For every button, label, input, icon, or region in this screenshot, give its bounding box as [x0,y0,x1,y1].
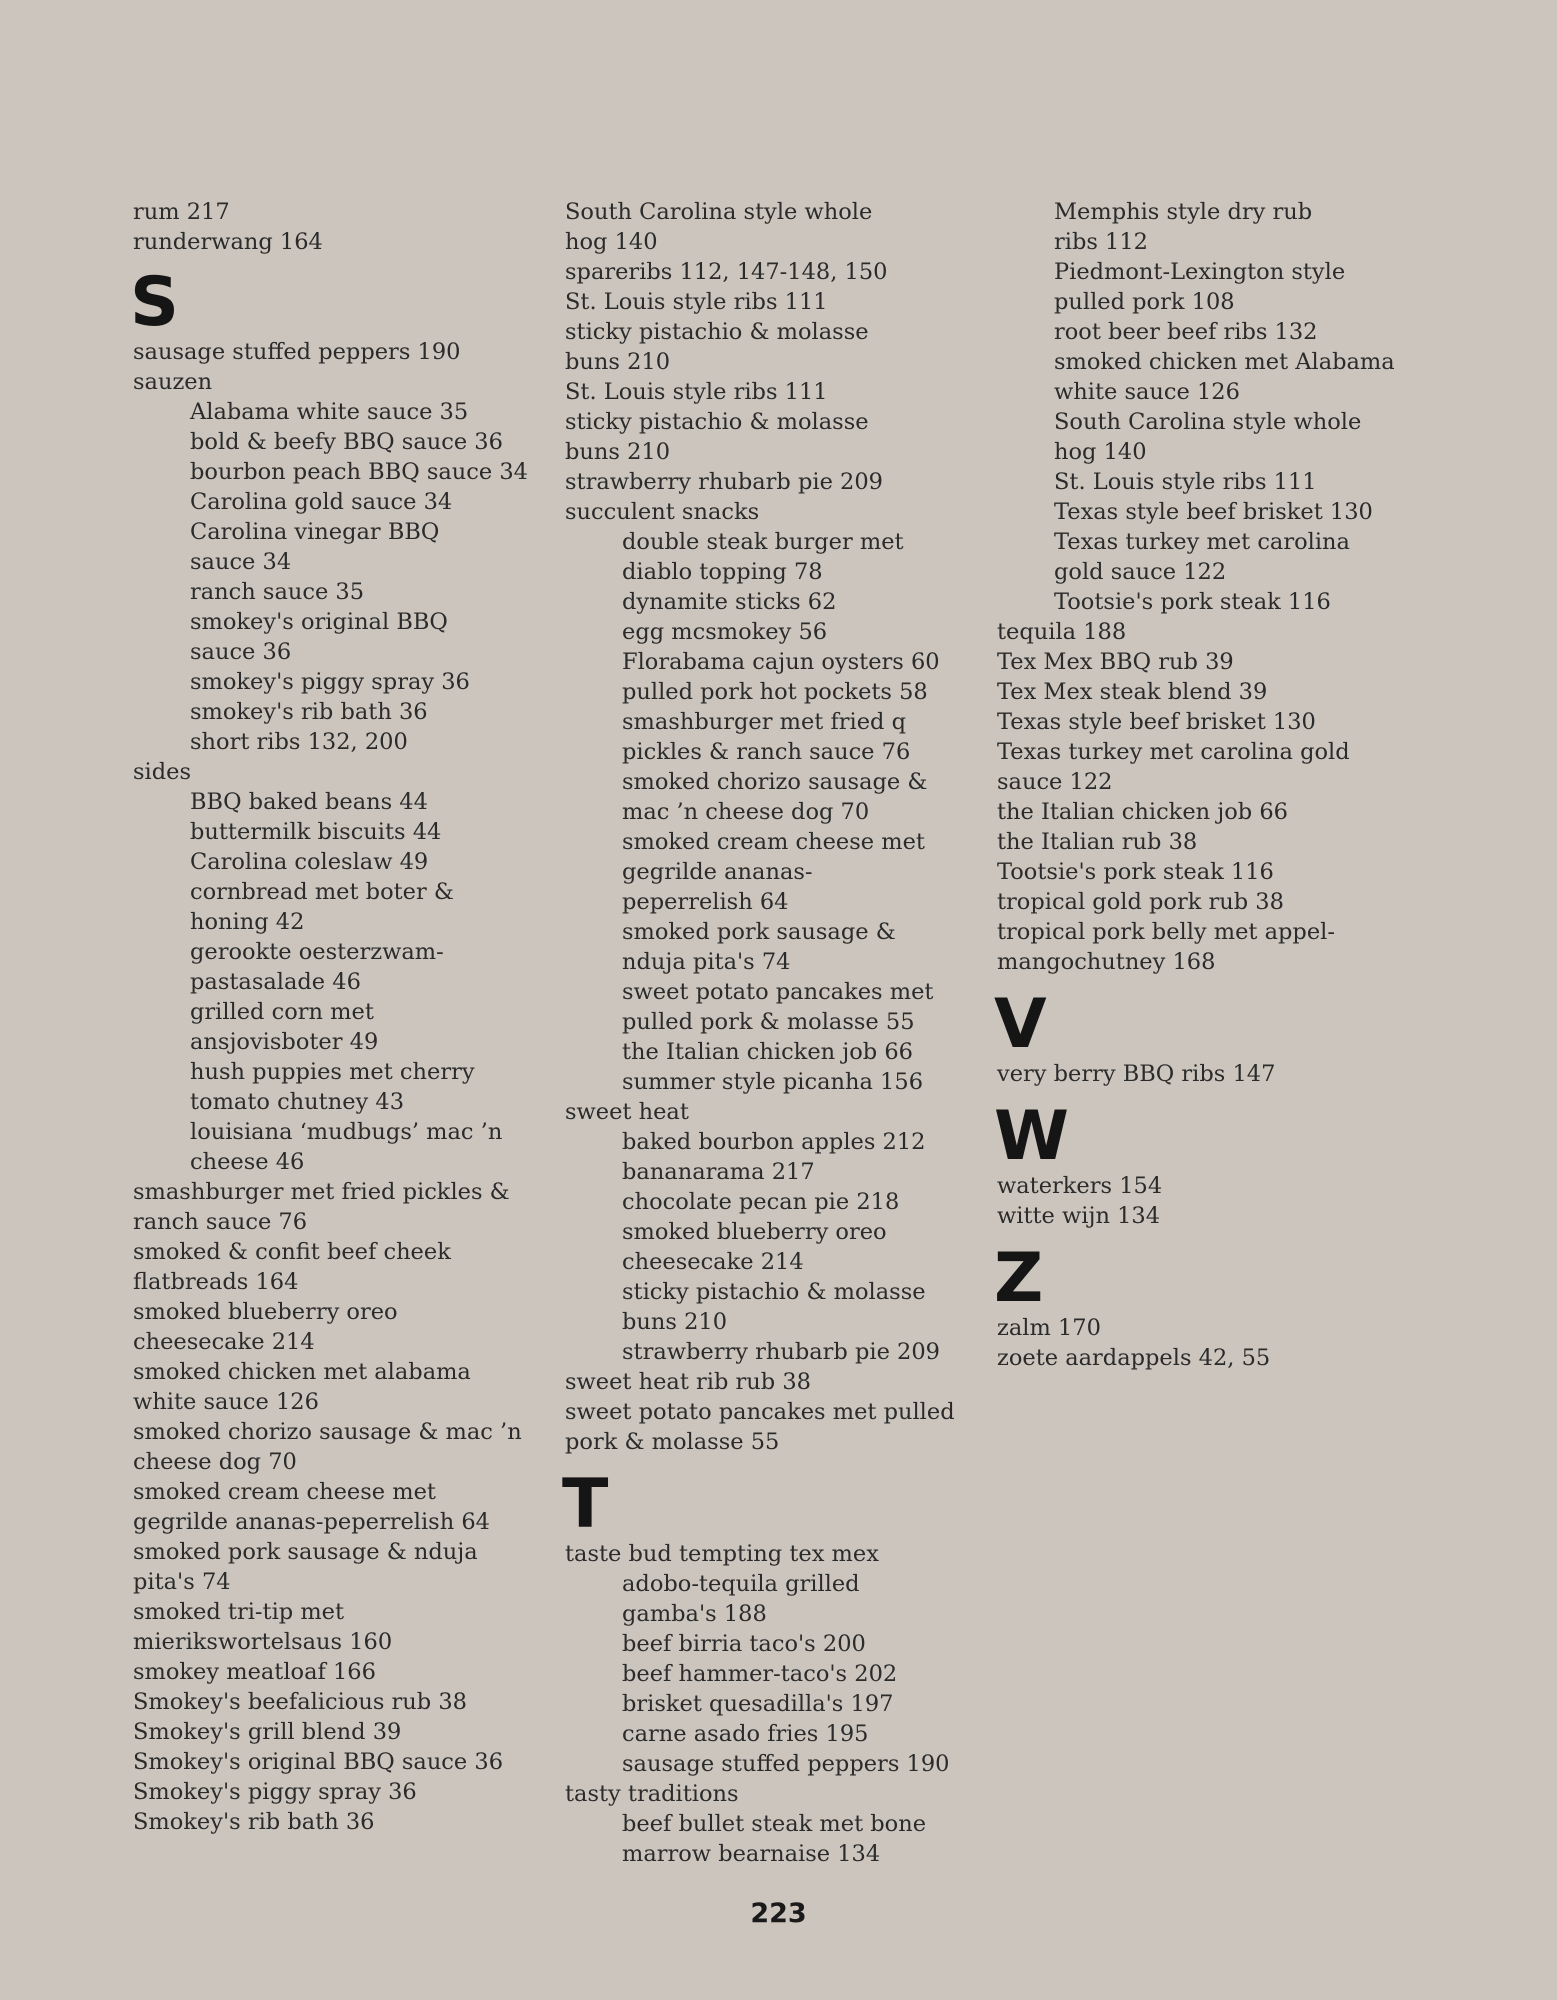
index-entry: sauzen [133,369,213,395]
index-entry: the Italian chicken job 66 [997,799,1288,825]
index-entry: very berry BBQ ribs 147 [997,1061,1276,1087]
index-subentry: smoked chicken met Alabama [1054,349,1395,375]
index-entry: the Italian rub 38 [997,829,1198,855]
index-subentry: buns 210 [622,1309,728,1335]
index-subentry: smokey's original BBQ [190,609,448,635]
index-subentry: Carolina coleslaw 49 [190,849,429,875]
index-entry: sides [133,759,192,785]
index-entry: Texas turkey met carolina gold [997,739,1350,765]
index-subentry: beef birria taco's 200 [622,1631,866,1657]
index-subentry: tomato chutney 43 [190,1089,405,1115]
index-subentry: chocolate pecan pie 218 [622,1189,900,1215]
index-subentry: cornbread met boter & [190,879,454,905]
index-subentry: baked bourbon apples 212 [622,1129,926,1155]
index-entry: tequila 188 [997,619,1127,645]
index-subentry: Memphis style dry rub [1054,199,1313,225]
index-entry: sweet heat [565,1099,689,1125]
index-subentry: pulled pork & molasse 55 [622,1009,915,1035]
index-entry: buns 210 [565,349,671,375]
section-letter: T [562,1465,608,1544]
index-entry: pita's 74 [133,1569,231,1595]
section-letter: S [130,263,178,342]
index-entry: mierikswortelsaus 160 [133,1629,393,1655]
index-column-2 [562,197,985,1869]
index-subentry: the Italian chicken job 66 [622,1039,913,1065]
index-entry: Smokey's beefalicious rub 38 [133,1689,467,1715]
index-subentry: beef hammer-taco's 202 [622,1661,898,1687]
index-entry: sauce 122 [997,769,1113,795]
index-subentry: louisiana ‘mudbugs’ mac ’n [190,1119,503,1145]
index-subentry: ranch sauce 35 [190,579,365,605]
index-entry: zoete aardappels 42, 55 [997,1345,1271,1371]
index-entry: Tex Mex steak blend 39 [997,679,1268,705]
index-entry: Tex Mex BBQ rub 39 [997,649,1234,675]
index-subentry: honing 42 [190,909,305,935]
index-entry: smoked tri-tip met [133,1599,345,1625]
section-letter: Z [994,1239,1043,1318]
index-entry: St. Louis style ribs 111 [565,289,828,315]
index-subentry: hush puppies met cherry [190,1059,475,1085]
index-subentry: short ribs 132, 200 [190,729,408,755]
index-subentry: cheesecake 214 [622,1249,804,1275]
index-subentry: Carolina gold sauce 34 [190,489,453,515]
index-subentry: smokey's piggy spray 36 [190,669,470,695]
index-entry: flatbreads 164 [133,1269,299,1295]
index-subentry: bourbon peach BBQ sauce 34 [190,459,528,485]
index-subentry: marrow bearnaise 134 [622,1841,881,1867]
index-entry: smoked pork sausage & nduja [133,1539,478,1565]
index-entry: smoked chicken met alabama [133,1359,471,1385]
index-subentry: sausage stuffed peppers 190 [622,1751,950,1777]
index-subentry: Piedmont-Lexington style [1054,259,1346,285]
index-subentry: sauce 36 [190,639,292,665]
index-subentry: sticky pistachio & molasse [622,1279,926,1305]
index-subentry: pulled pork hot pockets 58 [622,679,928,705]
index-column-1 [130,197,553,1837]
index-subentry: cheese 46 [190,1149,305,1175]
index-entry: tropical pork belly met appel- [997,919,1335,945]
section-letter: W [994,1097,1069,1176]
index-entry: smoked chorizo sausage & mac ’n [133,1419,522,1445]
index-entry: Smokey's grill blend 39 [133,1719,402,1745]
index-entry: zalm 170 [997,1315,1101,1341]
index-entry: cheese dog 70 [133,1449,297,1475]
index-subentry: root beer beef ribs 132 [1054,319,1318,345]
index-subentry: smashburger met fried q [622,709,907,735]
index-subentry: smoked cream cheese met [622,829,925,855]
index-entry: tasty traditions [565,1781,739,1807]
index-entry: Smokey's piggy spray 36 [133,1779,417,1805]
index-subentry: smoked pork sausage & [622,919,896,945]
index-entry: cheesecake 214 [133,1329,315,1355]
index-entry: spareribs 112, 147-148, 150 [565,259,888,285]
index-entry: Smokey's rib bath 36 [133,1809,375,1835]
section-letter: V [994,985,1046,1064]
index-entry: smoked & confit beef cheek [133,1239,451,1265]
index-entry: sausage stuffed peppers 190 [133,339,461,365]
index-entry: smoked blueberry oreo [133,1299,398,1325]
index-subentry: double steak burger met [622,529,904,555]
index-entry: buns 210 [565,439,671,465]
index-subentry: smoked blueberry oreo [622,1219,887,1245]
index-entry: sweet heat rib rub 38 [565,1369,811,1395]
index-subentry: gegrilde ananas- [622,859,813,885]
index-entry: sticky pistachio & molasse [565,409,869,435]
index-subentry: smoked chorizo sausage & [622,769,928,795]
index-subentry: South Carolina style whole [1054,409,1362,435]
index-entry: Smokey's original BBQ sauce 36 [133,1749,504,1775]
index-subentry: St. Louis style ribs 111 [1054,469,1317,495]
index-subentry: strawberry rhubarb pie 209 [622,1339,940,1365]
index-entry: runderwang 164 [133,229,323,255]
index-subentry: adobo-tequila grilled [622,1571,860,1597]
index-subentry: Tootsie's pork steak 116 [1054,589,1331,615]
index-subentry: peperrelish 64 [622,889,789,915]
index-entry: succulent snacks [565,499,760,525]
index-subentry: brisket quesadilla's 197 [622,1691,894,1717]
index-entry: St. Louis style ribs 111 [565,379,828,405]
index-subentry: pickles & ranch sauce 76 [622,739,911,765]
index-subentry: Alabama white sauce 35 [190,399,469,425]
index-entry: waterkers 154 [997,1173,1163,1199]
index-subentry: bananarama 217 [622,1159,815,1185]
index-subentry: buttermilk biscuits 44 [190,819,442,845]
index-entry: sticky pistachio & molasse [565,319,869,345]
index-subentry: white sauce 126 [1054,379,1240,405]
index-subentry: Texas style beef brisket 130 [1054,499,1373,525]
index-subentry: gerookte oesterzwam- [190,939,444,965]
index-subentry: Texas turkey met carolina [1054,529,1350,555]
index-entry: Texas style beef brisket 130 [997,709,1316,735]
index-subentry: pulled pork 108 [1054,289,1235,315]
index-entry: hog 140 [565,229,658,255]
page-number: 223 [750,1898,807,1929]
index-entry: smokey meatloaf 166 [133,1659,376,1685]
index-entry: mangochutney 168 [997,949,1216,975]
index-subentry: sauce 34 [190,549,292,575]
index-entry: tropical gold pork rub 38 [997,889,1284,915]
index-subentry: egg mcsmokey 56 [622,619,828,645]
index-entry: witte wijn 134 [997,1203,1161,1229]
index-entry: taste bud tempting tex mex [565,1541,879,1567]
index-entry: pork & molasse 55 [565,1429,780,1455]
index-entry: ranch sauce 76 [133,1209,308,1235]
index-subentry: ribs 112 [1054,229,1148,255]
index-entry: smoked cream cheese met [133,1479,436,1505]
index-subentry: grilled corn met [190,999,374,1025]
index-subentry: mac ’n cheese dog 70 [622,799,870,825]
index-subentry: pastasalade 46 [190,969,361,995]
index-subentry: dynamite sticks 62 [622,589,837,615]
index-subentry: diablo topping 78 [622,559,823,585]
index-entry: gegrilde ananas-peperrelish 64 [133,1509,490,1535]
index-entry: smashburger met fried pickles & [133,1179,510,1205]
index-subentry: summer style picanha 156 [622,1069,924,1095]
index-subentry: carne asado fries 195 [622,1721,869,1747]
index-entry: white sauce 126 [133,1389,319,1415]
index-subentry: gamba's 188 [622,1601,767,1627]
index-subentry: Carolina vinegar BBQ [190,519,440,545]
index-subentry: BBQ baked beans 44 [190,789,428,815]
index-subentry: Florabama cajun oysters 60 [622,649,940,675]
index-subentry: ansjovisboter 49 [190,1029,379,1055]
index-subentry: nduja pita's 74 [622,949,791,975]
index-subentry: sweet potato pancakes met [622,979,934,1005]
index-entry: Tootsie's pork steak 116 [997,859,1274,885]
index-subentry: smokey's rib bath 36 [190,699,428,725]
index-subentry: beef bullet steak met bone [622,1811,927,1837]
index-subentry: hog 140 [1054,439,1147,465]
index-subentry: gold sauce 122 [1054,559,1227,585]
index-subentry: bold & beefy BBQ sauce 36 [190,429,503,455]
index-column-3 [994,197,1427,1373]
index-entry: South Carolina style whole [565,199,873,225]
index-entry: sweet potato pancakes met pulled [565,1399,955,1425]
index-entry: rum 217 [133,199,230,225]
index-entry: strawberry rhubarb pie 209 [565,469,883,495]
